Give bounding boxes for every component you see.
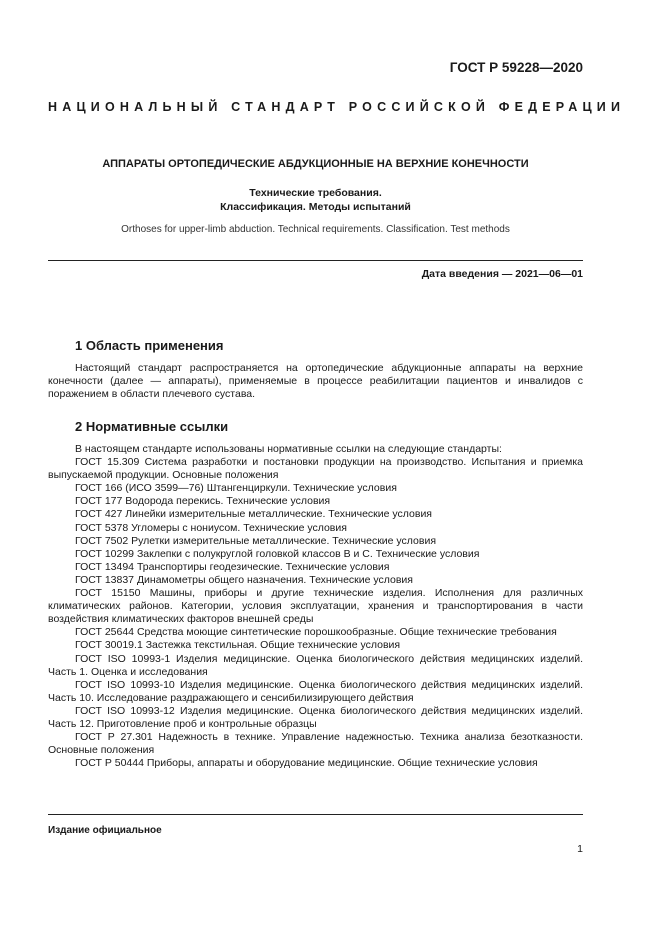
reference-item: ГОСТ ISO 10993-12 Изделия медицинские. Оценка биологического действия медицинских изделий. Часть 12. Приготовление проб и контрольные образцы xyxy=(48,704,583,730)
subtitle-line-1: Технические требования. xyxy=(249,187,382,199)
reference-item: ГОСТ 427 Линейки измерительные металлические. Технические условия xyxy=(75,508,432,521)
reference-item: ГОСТ 15.309 Система разработки и постановки продукции на производство. Испытания и приемка выпускаемой продукции. Основные положения xyxy=(48,456,583,482)
section-2-heading: 2 Нормативные ссылки xyxy=(75,419,229,434)
reference-item: ГОСТ ISO 10993-10 Изделия медицинские. Оценка биологического действия медицинских изделий. Часть 10. Исследование раздражающего и сенсибилизирующего действия xyxy=(48,678,583,704)
reference-item: ГОСТ 177 Водорода перекись. Технические условия xyxy=(75,495,331,508)
reference-item: ГОСТ 15150 Машины, приборы и другие технические изделия. Исполнения для различных климатических районов. Категории, условия эксплуатации, хранения и транспортирования в части воздействия климатических факторов внешней среды xyxy=(48,587,583,626)
reference-item: ГОСТ Р 27.301 Надежность в технике. Управление надежностью. Техника анализа безотказности. Основные положения xyxy=(48,731,583,757)
reference-item: ГОСТ 13837 Динамометры общего назначения. Технические условия xyxy=(75,573,413,586)
reference-item: ГОСТ 25644 Средства моющие синтетические порошкообразные. Общие технические требования xyxy=(75,626,557,639)
section-1-body xyxy=(48,362,583,401)
subtitle-line-2: Классификация. Методы испытаний xyxy=(220,201,411,213)
references-intro: В настоящем стандарте использованы нормативные ссылки на следующие стандарты: xyxy=(75,443,502,455)
header-divider xyxy=(48,260,583,261)
reference-item: ГОСТ 10299 Заклепки с полукруглой головкой классов В и С. Технические условия xyxy=(75,547,480,560)
reference-item: ГОСТ 13494 Транспортиры геодезические. Технические условия xyxy=(75,560,390,573)
national-standard-banner: НАЦИОНАЛЬНЫЙ СТАНДАРТ РОССИЙСКОЙ ФЕДЕРАЦИИ xyxy=(48,100,626,114)
reference-item: ГОСТ ISO 10993-1 Изделия медицинские. Оценка биологического действия медицинских изделий. Часть 1. Оценка и исследования xyxy=(48,652,583,678)
section-2-body xyxy=(48,443,583,770)
document-subtitle xyxy=(48,186,583,214)
edition-note: Издание официальное xyxy=(48,825,162,836)
reference-item: ГОСТ Р 50444 Приборы, аппараты и оборудование медицинские. Общие технические условия xyxy=(75,757,538,770)
english-title: Orthoses for upper-limb abduction. Technical requirements. Classification. Test methods xyxy=(121,224,510,235)
section-1-heading: 1 Область применения xyxy=(75,338,224,353)
gost-number: ГОСТ Р 59228—2020 xyxy=(449,60,583,75)
reference-item: ГОСТ 7502 Рулетки измерительные металлические. Технические условия xyxy=(75,534,437,547)
page-number: 1 xyxy=(577,843,583,855)
reference-item: ГОСТ 30019.1 Застежка текстильная. Общие технические условия xyxy=(75,639,401,652)
document-title: АППАРАТЫ ОРТОПЕДИЧЕСКИЕ АБДУКЦИОННЫЕ НА ВЕРХНИЕ КОНЕЧНОСТИ xyxy=(102,158,529,170)
footer-divider xyxy=(48,814,583,815)
introduction-date: Дата введения — 2021—06—01 xyxy=(421,268,583,280)
reference-item: ГОСТ 5378 Угломеры с нониусом. Технические условия xyxy=(75,521,347,534)
scope-paragraph: Настоящий стандарт распространяется на ортопедические абдукционные аппараты на верхние конечности (далее — аппараты), применяемые в процессе реабилитации пациентов и инвалидов с поражением в области плечевого сустава. xyxy=(48,362,583,401)
reference-item: ГОСТ 166 (ИСО 3599—76) Штангенциркули. Технические условия xyxy=(75,482,397,495)
